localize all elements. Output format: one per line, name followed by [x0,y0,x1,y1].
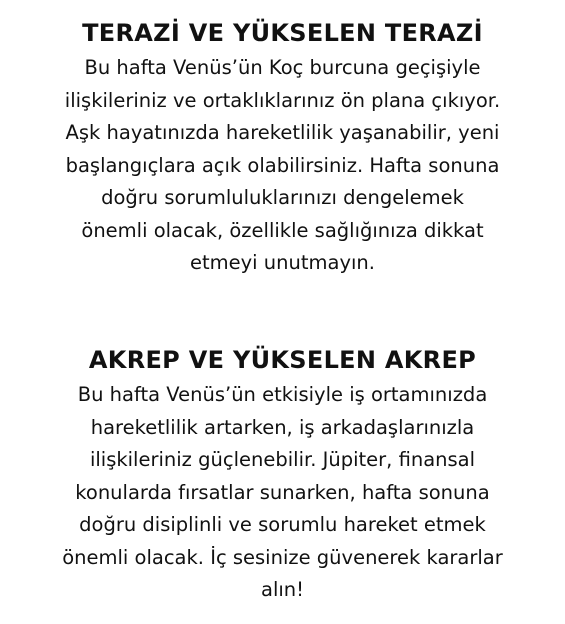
body-line: hareketlilik artarken, iş arkadaşlarınızla [90,415,475,439]
body-line: ilişkileriniz güçlenebilir. Jüpiter, finansal [89,448,476,471]
section-heading-libra: TERAZİ VE YÜKSELEN TERAZİ [82,19,483,47]
body-line: başlangıçlara açık olabilirsiniz. Hafta sonuna [65,153,500,177]
body-line: önemli olacak. İç sesinize güvenerek kararlar [62,545,503,569]
body-line: Bu hafta Venüs’ün Koç burcuna geçişiyle [84,56,481,79]
body-line: alın! [261,578,304,601]
body-line: etmeyi unutmayın. [190,251,375,274]
body-line: konularda fırsatlar sunarken, hafta sonuna [75,480,490,504]
body-line: önemli olacak, özellikle sağlığınıza dikkat [81,218,484,242]
body-line: doğru sorumluluklarınızı dengelemek [101,186,464,209]
body-line: ilişkileriniz ve ortaklıklarınız ön plana çıkıyor. [64,88,501,112]
body-line: Bu hafta Venüs’ün etkisiyle iş ortamınızda [77,383,488,406]
horoscope-section-libra [0,18,565,280]
section-body-scorpio [0,379,565,607]
body-line: Aşk hayatınızda hareketlilik yaşanabilir, yeni [65,121,500,144]
horoscope-section-scorpio [0,345,565,607]
body-line: doğru disiplinli ve sorumlu hareket etmek [79,513,486,536]
section-heading-scorpio: AKREP VE YÜKSELEN AKREP [88,346,477,374]
section-body-libra [0,52,565,280]
